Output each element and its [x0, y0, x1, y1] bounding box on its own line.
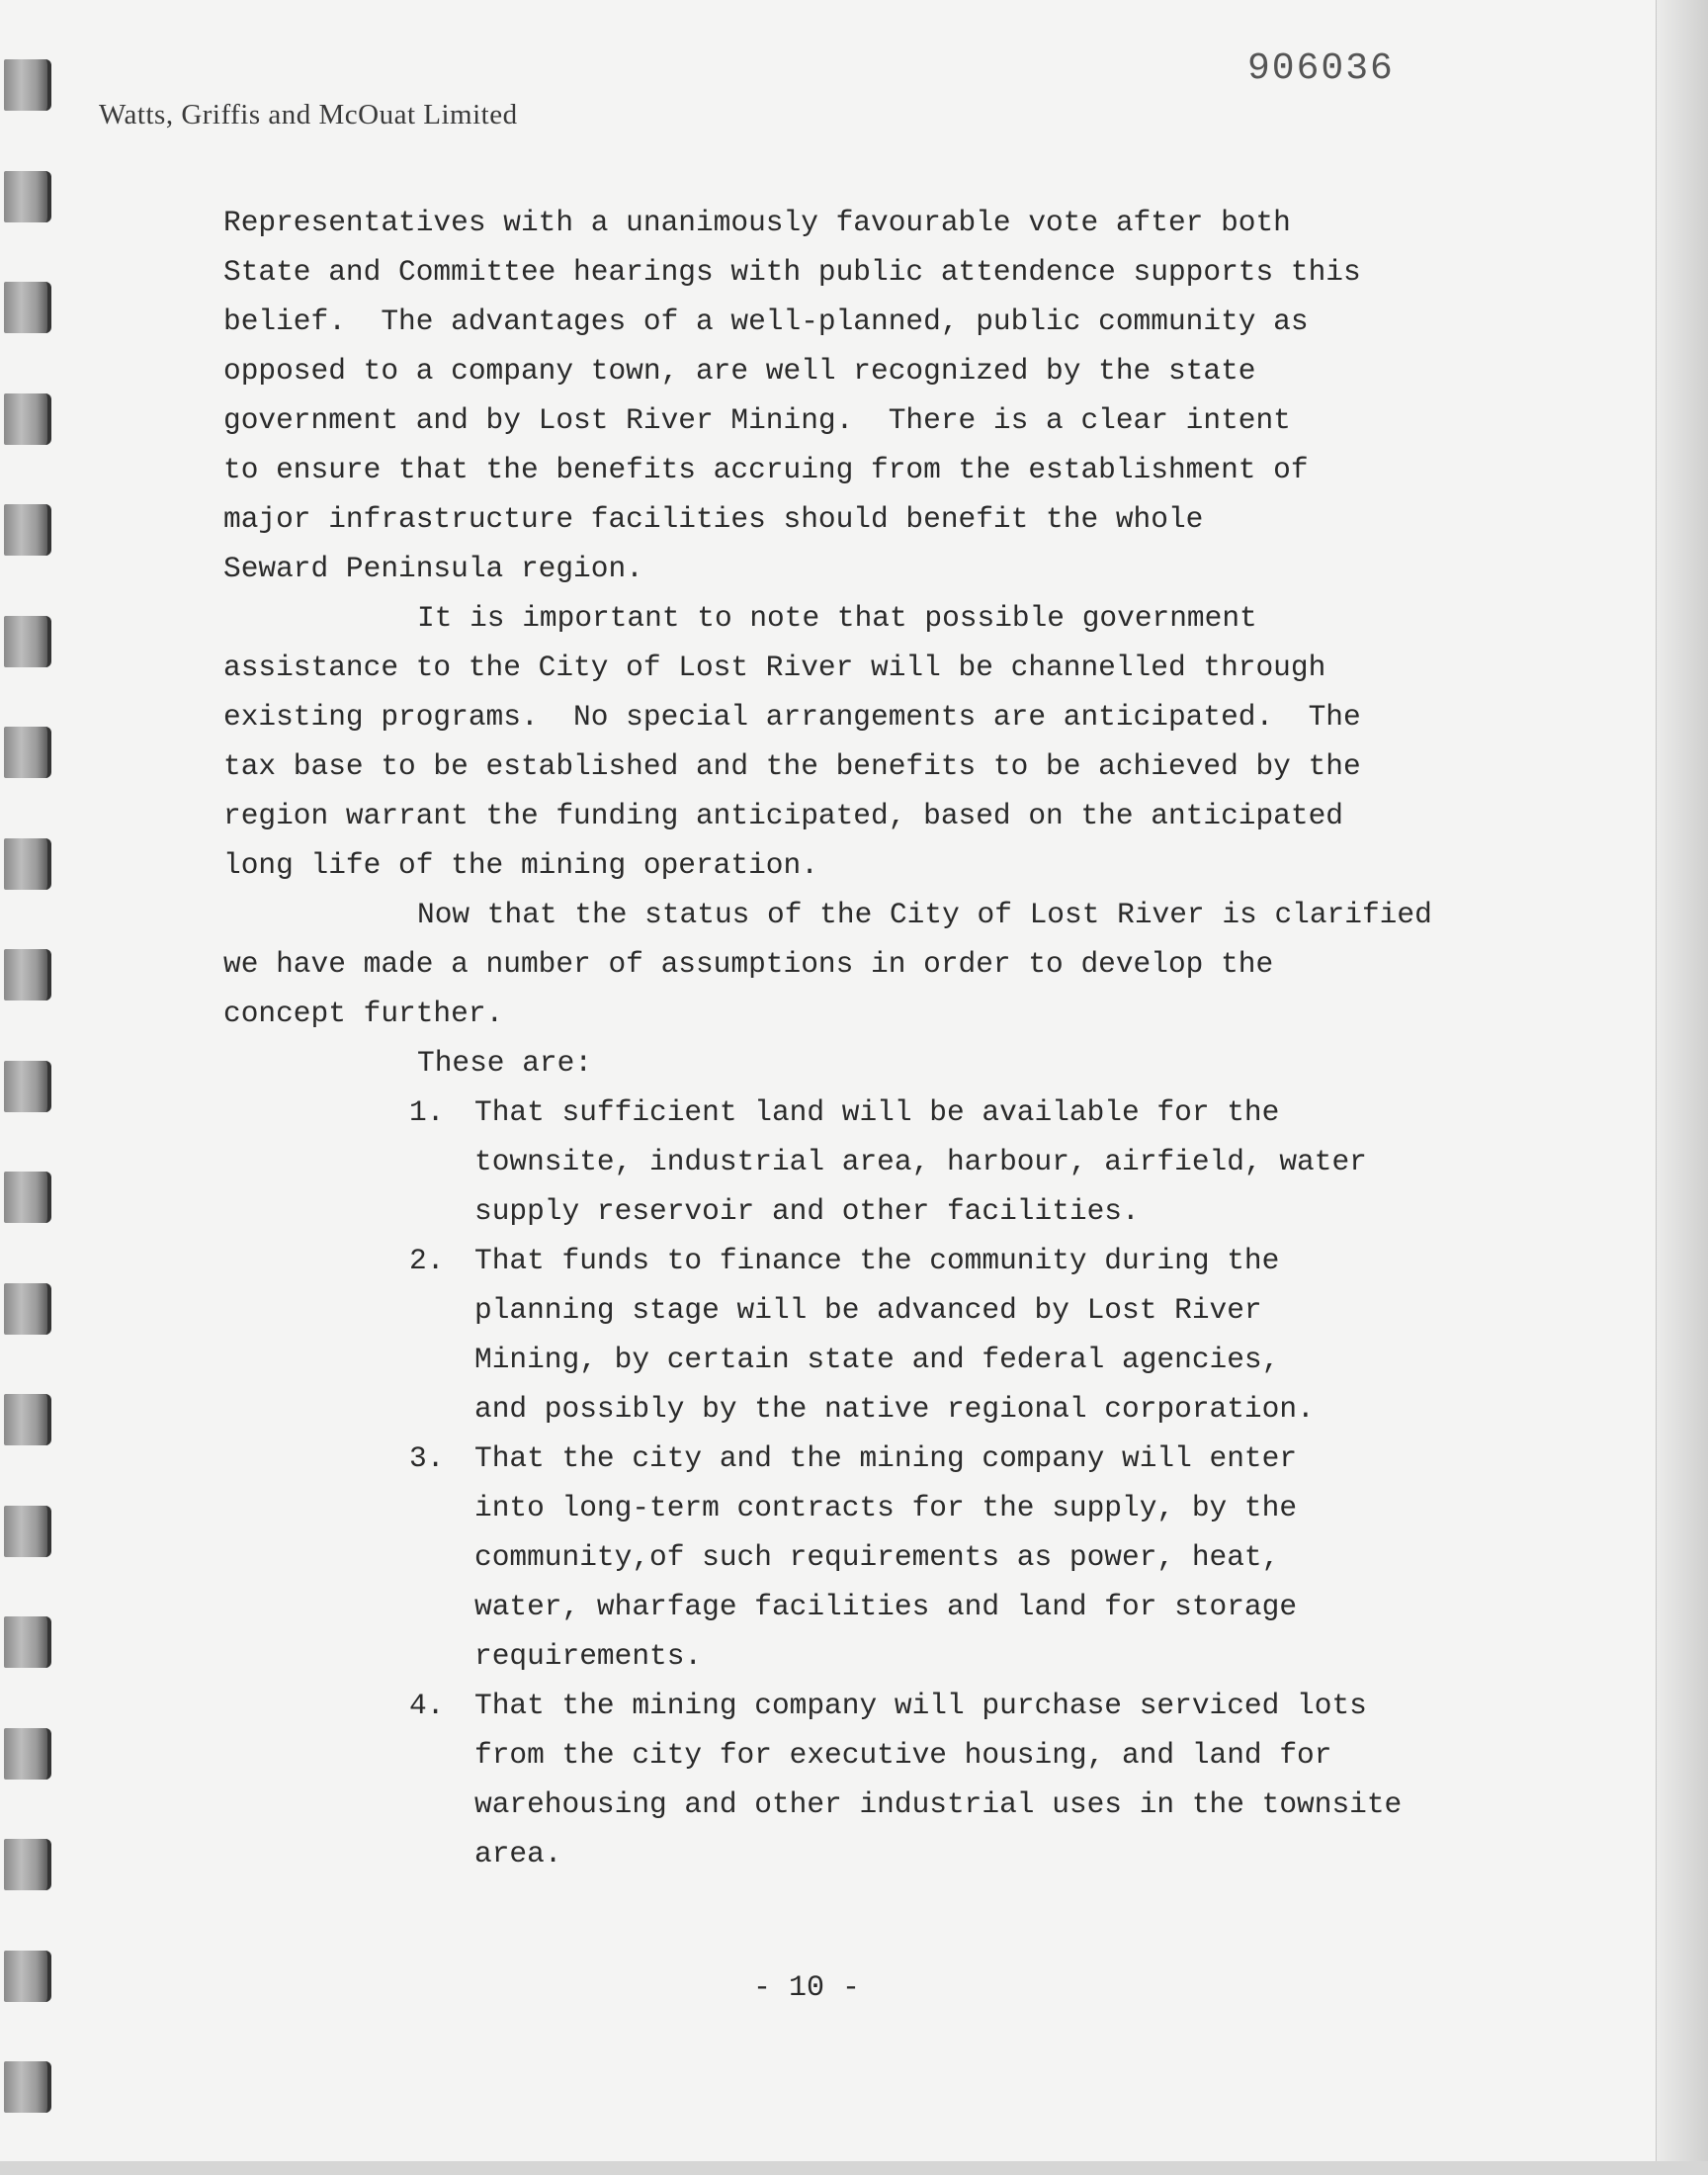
list-item — [409, 1236, 1595, 1434]
text-line: planning stage will be advanced by Lost River — [474, 1293, 1262, 1327]
binding-ring — [4, 1061, 51, 1112]
text-line: Now that the status of the City of Lost River is clarified — [417, 898, 1432, 931]
assumptions-list — [409, 1088, 1595, 1878]
page-edge-shadow — [1656, 0, 1708, 2175]
text-line: region warrant the funding anticipated, based on the anticipated — [223, 799, 1343, 832]
binding-ring — [4, 1172, 51, 1223]
text-line: assistance to the City of Lost River will be channelled through — [223, 651, 1326, 684]
text-line: into long-term contracts for the supply, by the — [474, 1491, 1298, 1524]
list-item-number: 3. — [409, 1441, 445, 1475]
text-line: concept further. — [223, 997, 504, 1030]
binding-ring — [4, 282, 51, 333]
list-item — [409, 1088, 1595, 1236]
list-item — [409, 1434, 1595, 1681]
text-line: Mining, by certain state and federal agencies, — [474, 1343, 1280, 1376]
list-item-number: 2. — [409, 1244, 445, 1277]
binding-ring — [4, 1283, 51, 1335]
binding-ring — [4, 59, 51, 111]
list-item — [409, 1681, 1595, 1878]
text-line: water, wharfage facilities and land for storage — [474, 1590, 1298, 1623]
binding-ring — [4, 838, 51, 890]
text-line: requirements. — [474, 1639, 703, 1673]
text-line: warehousing and other industrial uses in the townsite — [474, 1787, 1403, 1821]
company-letterhead: Watts, Griffis and McOuat Limited — [99, 99, 518, 130]
text-line: supply reservoir and other facilities. — [474, 1194, 1140, 1228]
document-number: 906036 — [1247, 47, 1395, 90]
list-item-number: 1. — [409, 1095, 445, 1129]
text-line: major infrastructure facilities should benefit the whole — [223, 502, 1204, 536]
text-line: existing programs. No special arrangements are anticipated. The — [223, 700, 1361, 734]
paragraph-3 — [223, 890, 1578, 1038]
text-line: we have made a number of assumptions in order to develop the — [223, 947, 1274, 981]
text-line: from the city for executive housing, and land for — [474, 1738, 1332, 1772]
list-intro: These are: — [417, 1046, 593, 1080]
page-bottom-edge — [0, 2161, 1708, 2175]
list-item-number: 4. — [409, 1689, 445, 1722]
text-line: That funds to finance the community during the — [474, 1244, 1280, 1277]
binding-ring — [4, 949, 51, 1000]
binding-ring — [4, 171, 51, 222]
page-number: - 10 - — [753, 1971, 861, 2005]
text-line: That the city and the mining company will enter — [474, 1441, 1298, 1475]
binding-ring — [4, 727, 51, 778]
text-line: belief. The advantages of a well-planned, public community as — [223, 304, 1309, 338]
text-line: government and by Lost River Mining. There is a clear intent — [223, 403, 1291, 437]
binding-ring — [4, 1616, 51, 1668]
text-line: area. — [474, 1837, 562, 1870]
text-line: That the mining company will purchase serviced lots — [474, 1689, 1367, 1722]
body-text — [223, 198, 1578, 1088]
binding-ring — [4, 393, 51, 445]
text-line: community,of such requirements as power, heat, — [474, 1540, 1280, 1574]
text-line: and possibly by the native regional corporation. — [474, 1392, 1315, 1426]
paragraph-1 — [223, 198, 1578, 593]
text-line: Seward Peninsula region. — [223, 552, 643, 585]
binding-ring — [4, 2061, 51, 2113]
binding-ring — [4, 616, 51, 667]
text-line: long life of the mining operation. — [223, 848, 818, 882]
text-line: That sufficient land will be available for the — [474, 1095, 1280, 1129]
spiral-binding — [0, 59, 59, 2155]
text-line: Representatives with a unanimously favourable vote after both — [223, 206, 1291, 239]
binding-ring — [4, 1951, 51, 2002]
binding-ring — [4, 1728, 51, 1780]
binding-ring — [4, 1506, 51, 1557]
text-line: townsite, industrial area, harbour, airfield, water — [474, 1145, 1367, 1178]
paragraph-2 — [223, 593, 1578, 890]
binding-ring — [4, 1839, 51, 1890]
text-line: It is important to note that possible government — [417, 601, 1257, 635]
text-line: State and Committee hearings with public attendence supports this — [223, 255, 1361, 289]
text-line: tax base to be established and the benefits to be achieved by the — [223, 749, 1361, 783]
text-line: to ensure that the benefits accruing from the establishment of — [223, 453, 1309, 486]
binding-ring — [4, 504, 51, 556]
text-line: opposed to a company town, are well recognized by the state — [223, 354, 1256, 388]
binding-ring — [4, 1394, 51, 1445]
